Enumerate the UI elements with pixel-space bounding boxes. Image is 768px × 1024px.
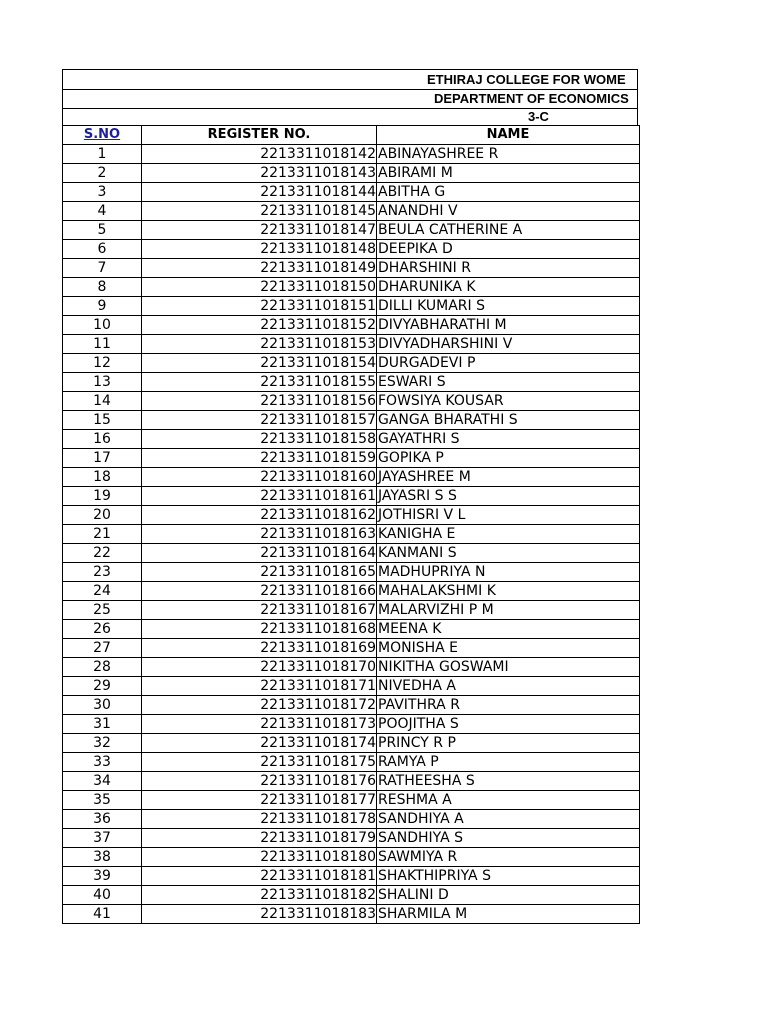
cell-name: KANIGHA E <box>377 525 640 544</box>
cell-name: PAVITHRA R <box>377 696 640 715</box>
table-row <box>63 544 640 563</box>
table-row <box>63 677 640 696</box>
cell-name: DHARUNIKA K <box>377 278 640 297</box>
table-row <box>63 601 640 620</box>
table-row <box>63 202 640 221</box>
table-row <box>63 183 640 202</box>
table-row <box>63 867 640 886</box>
table-row <box>63 639 640 658</box>
cell-name: MAHALAKSHMI K <box>377 582 640 601</box>
cell-register-no: 2213311018182 <box>142 886 377 905</box>
table-row <box>63 848 640 867</box>
cell-sno: 29 <box>63 677 142 696</box>
cell-register-no: 2213311018150 <box>142 278 377 297</box>
cell-register-no: 2213311018181 <box>142 867 377 886</box>
cell-sno: 26 <box>63 620 142 639</box>
cell-sno: 24 <box>63 582 142 601</box>
cell-register-no: 2213311018160 <box>142 468 377 487</box>
cell-sno: 37 <box>63 829 142 848</box>
cell-register-no: 2213311018183 <box>142 905 377 924</box>
department-title: DEPARTMENT OF ECONOMICS <box>434 91 629 106</box>
cell-register-no: 2213311018175 <box>142 753 377 772</box>
cell-sno: 17 <box>63 449 142 468</box>
cell-sno: 12 <box>63 354 142 373</box>
cell-name: DIVYABHARATHI M <box>377 316 640 335</box>
cell-register-no: 2213311018144 <box>142 183 377 202</box>
college-title-row <box>62 69 638 89</box>
cell-sno: 13 <box>63 373 142 392</box>
cell-register-no: 2213311018176 <box>142 772 377 791</box>
cell-sno: 20 <box>63 506 142 525</box>
table-row <box>63 449 640 468</box>
cell-sno: 33 <box>63 753 142 772</box>
header-name: NAME <box>377 126 640 145</box>
cell-sno: 16 <box>63 430 142 449</box>
cell-sno: 41 <box>63 905 142 924</box>
cell-name: SAWMIYA R <box>377 848 640 867</box>
cell-name: NIKITHA GOSWAMI <box>377 658 640 677</box>
cell-name: KANMANI S <box>377 544 640 563</box>
cell-sno: 5 <box>63 221 142 240</box>
cell-register-no: 2213311018147 <box>142 221 377 240</box>
cell-name: DURGADEVI P <box>377 354 640 373</box>
department-title-row <box>62 89 638 108</box>
table-row <box>63 810 640 829</box>
cell-register-no: 2213311018145 <box>142 202 377 221</box>
cell-name: JOTHISRI V L <box>377 506 640 525</box>
cell-sno: 23 <box>63 563 142 582</box>
cell-sno: 36 <box>63 810 142 829</box>
cell-register-no: 2213311018154 <box>142 354 377 373</box>
cell-register-no: 2213311018151 <box>142 297 377 316</box>
table-row <box>63 772 640 791</box>
table-header-row <box>63 126 640 145</box>
cell-name: SHAKTHIPRIYA S <box>377 867 640 886</box>
cell-name: PRINCY R P <box>377 734 640 753</box>
cell-sno: 2 <box>63 164 142 183</box>
cell-sno: 25 <box>63 601 142 620</box>
cell-sno: 27 <box>63 639 142 658</box>
table-row <box>63 905 640 924</box>
cell-name: GOPIKA P <box>377 449 640 468</box>
cell-register-no: 2213311018163 <box>142 525 377 544</box>
cell-register-no: 2213311018174 <box>142 734 377 753</box>
cell-register-no: 2213311018148 <box>142 240 377 259</box>
table-row <box>63 791 640 810</box>
cell-name: JAYASRI S S <box>377 487 640 506</box>
table-row <box>63 506 640 525</box>
cell-register-no: 2213311018153 <box>142 335 377 354</box>
cell-name: ABINAYASHREE R <box>377 145 640 164</box>
cell-name: RESHMA A <box>377 791 640 810</box>
cell-sno: 14 <box>63 392 142 411</box>
cell-register-no: 2213311018164 <box>142 544 377 563</box>
table-row <box>63 411 640 430</box>
cell-sno: 22 <box>63 544 142 563</box>
table-row <box>63 620 640 639</box>
cell-name: MONISHA E <box>377 639 640 658</box>
table-row <box>63 221 640 240</box>
cell-sno: 7 <box>63 259 142 278</box>
cell-register-no: 2213311018170 <box>142 658 377 677</box>
table-row <box>63 753 640 772</box>
table-body <box>63 145 640 924</box>
table-row <box>63 658 640 677</box>
cell-sno: 31 <box>63 715 142 734</box>
cell-register-no: 2213311018169 <box>142 639 377 658</box>
cell-name: DHARSHINI R <box>377 259 640 278</box>
table-row <box>63 487 640 506</box>
cell-name: SHALINI D <box>377 886 640 905</box>
class-title: 3-C <box>528 109 549 124</box>
cell-name: DIVYADHARSHINI V <box>377 335 640 354</box>
cell-name: ESWARI S <box>377 373 640 392</box>
table-row <box>63 240 640 259</box>
cell-register-no: 2213311018155 <box>142 373 377 392</box>
cell-register-no: 2213311018158 <box>142 430 377 449</box>
cell-register-no: 2213311018178 <box>142 810 377 829</box>
cell-name: NIVEDHA A <box>377 677 640 696</box>
table-row <box>63 354 640 373</box>
cell-register-no: 2213311018152 <box>142 316 377 335</box>
cell-sno: 4 <box>63 202 142 221</box>
table-row <box>63 715 640 734</box>
cell-register-no: 2213311018159 <box>142 449 377 468</box>
table-row <box>63 468 640 487</box>
cell-name: SHARMILA M <box>377 905 640 924</box>
cell-name: MEENA K <box>377 620 640 639</box>
table-row <box>63 734 640 753</box>
table-row <box>63 392 640 411</box>
class-title-row <box>62 108 638 125</box>
table-row <box>63 259 640 278</box>
cell-register-no: 2213311018162 <box>142 506 377 525</box>
cell-sno: 18 <box>63 468 142 487</box>
cell-sno: 39 <box>63 867 142 886</box>
cell-sno: 11 <box>63 335 142 354</box>
cell-name: RAMYA P <box>377 753 640 772</box>
cell-register-no: 2213311018161 <box>142 487 377 506</box>
cell-sno: 8 <box>63 278 142 297</box>
table-row <box>63 164 640 183</box>
cell-sno: 3 <box>63 183 142 202</box>
table-row <box>63 563 640 582</box>
table-row <box>63 829 640 848</box>
cell-register-no: 2213311018142 <box>142 145 377 164</box>
cell-sno: 15 <box>63 411 142 430</box>
cell-name: SANDHIYA A <box>377 810 640 829</box>
cell-name: DEEPIKA D <box>377 240 640 259</box>
cell-register-no: 2213311018149 <box>142 259 377 278</box>
cell-register-no: 2213311018173 <box>142 715 377 734</box>
cell-name: MALARVIZHI P M <box>377 601 640 620</box>
cell-sno: 35 <box>63 791 142 810</box>
cell-sno: 6 <box>63 240 142 259</box>
table-row <box>63 525 640 544</box>
cell-sno: 40 <box>63 886 142 905</box>
cell-register-no: 2213311018166 <box>142 582 377 601</box>
header-sno[interactable]: S.NO <box>63 126 142 145</box>
cell-name: DILLI KUMARI S <box>377 297 640 316</box>
table-row <box>63 335 640 354</box>
table-row <box>63 430 640 449</box>
cell-name: BEULA CATHERINE A <box>377 221 640 240</box>
cell-register-no: 2213311018168 <box>142 620 377 639</box>
cell-name: ABIRAMI M <box>377 164 640 183</box>
cell-register-no: 2213311018157 <box>142 411 377 430</box>
cell-register-no: 2213311018156 <box>142 392 377 411</box>
cell-name: FOWSIYA KOUSAR <box>377 392 640 411</box>
table-row <box>63 278 640 297</box>
cell-sno: 21 <box>63 525 142 544</box>
cell-name: POOJITHA S <box>377 715 640 734</box>
cell-sno: 1 <box>63 145 142 164</box>
cell-register-no: 2213311018179 <box>142 829 377 848</box>
cell-sno: 28 <box>63 658 142 677</box>
cell-register-no: 2213311018143 <box>142 164 377 183</box>
table-row <box>63 373 640 392</box>
header-register-no: REGISTER NO. <box>142 126 377 145</box>
cell-sno: 38 <box>63 848 142 867</box>
cell-register-no: 2213311018177 <box>142 791 377 810</box>
cell-name: ANANDHI V <box>377 202 640 221</box>
cell-register-no: 2213311018167 <box>142 601 377 620</box>
cell-name: SANDHIYA S <box>377 829 640 848</box>
cell-sno: 19 <box>63 487 142 506</box>
table-row <box>63 145 640 164</box>
cell-sno: 32 <box>63 734 142 753</box>
cell-name: GAYATHRI S <box>377 430 640 449</box>
cell-sno: 9 <box>63 297 142 316</box>
table-row <box>63 886 640 905</box>
college-title: ETHIRAJ COLLEGE FOR WOME <box>427 72 626 87</box>
cell-sno: 34 <box>63 772 142 791</box>
student-table <box>62 125 640 924</box>
cell-sno: 10 <box>63 316 142 335</box>
cell-name: MADHUPRIYA N <box>377 563 640 582</box>
cell-register-no: 2213311018171 <box>142 677 377 696</box>
cell-name: RATHEESHA S <box>377 772 640 791</box>
cell-name: JAYASHREE M <box>377 468 640 487</box>
cell-name: GANGA BHARATHI S <box>377 411 640 430</box>
cell-sno: 30 <box>63 696 142 715</box>
table-row <box>63 696 640 715</box>
cell-register-no: 2213311018172 <box>142 696 377 715</box>
cell-register-no: 2213311018180 <box>142 848 377 867</box>
table-row <box>63 316 640 335</box>
table-row <box>63 297 640 316</box>
cell-register-no: 2213311018165 <box>142 563 377 582</box>
table-row <box>63 582 640 601</box>
spreadsheet <box>62 69 640 924</box>
cell-name: ABITHA G <box>377 183 640 202</box>
